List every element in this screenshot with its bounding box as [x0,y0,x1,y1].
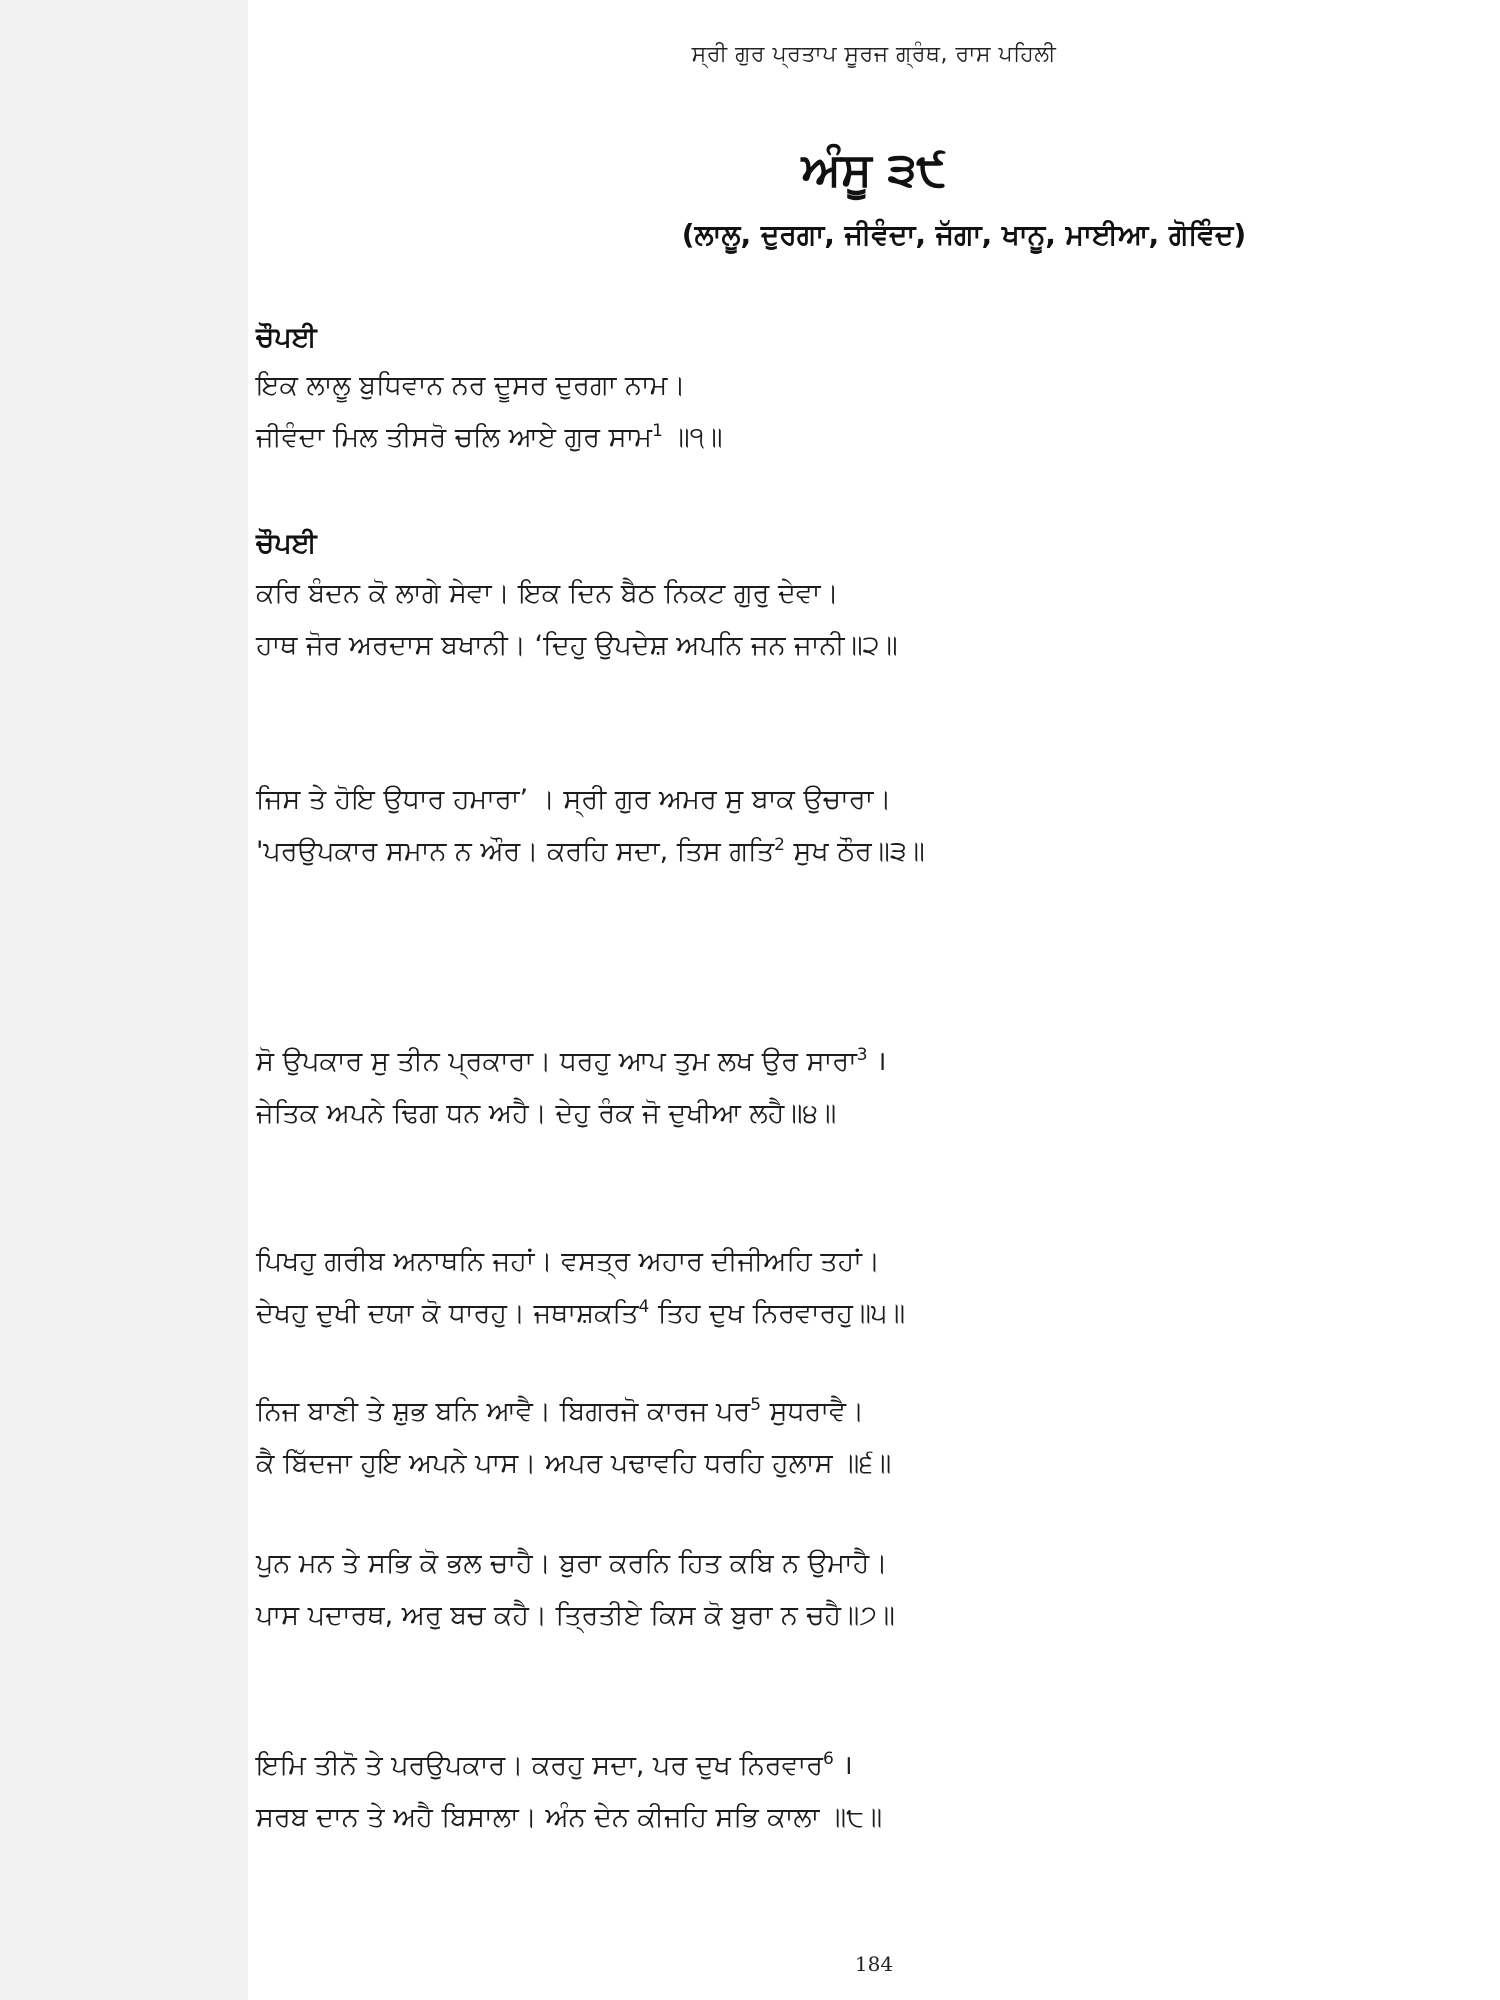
footnote-marker: 6 [823,1749,834,1769]
verse-line [256,412,1256,464]
verse-text: ਜਿਸ ਤੇ ਹੋਇ ਉਧਾਰ ਹਮਾਰਾ’ । ਸ੍ਰੀ ਗੁਰ ਅਮਰ ਸੁ ਬਾਕ ਉਚਾਰਾ। [256,784,892,815]
verse-text: ਨਿਜ ਬਾਣੀ ਤੇ ਸ਼ੁਭ ਬਨਿ ਆਵੈ। ਬਿਗਰਜੋ ਕਾਰਜ ਪਰ [256,1396,751,1427]
verse-text: ਹਾਥ ਜੋਰ ਅਰਦਾਸ ਬਖਾਨੀ। ‘ਦਿਹੁ ਉਪਦੇਸ਼ ਅਪਨਿ ਜਨ ਜਾਨੀ॥੨॥ [256,630,898,661]
verse-text: ਜੇਤਿਕ ਅਪਨੇ ਢਿਗ ਧਨ ਅਹੈ। ਦੇਹੁ ਰੰਕ ਜੋ ਦੁਖੀਆ ਲਹੈ॥੪॥ [256,1098,837,1129]
section-heading: ਚੌਪਈ [256,528,317,559]
verse-text: ਜੀਵੰਦਾ ਮਿਲ ਤੀਸਰੋ ਚਲਿ ਆਏ ਗੁਰ ਸਾਮ [256,422,653,453]
verse-line [256,1386,1256,1438]
verse-tail: ਤਿਹ ਦੁਖ ਨਿਰਵਾਰਹੁ॥੫॥ [649,1298,906,1329]
footnote-marker: 4 [638,1297,650,1317]
verse-1 [256,360,1256,464]
running-header: ਸ੍ਰੀ ਗੁਰ ਪ੍ਰਤਾਪ ਸੂਰਜ ਗ੍ਰੰਥ, ਰਾਸ ਪਹਿਲੀ [691,42,1057,67]
footnote-marker: 5 [750,1395,762,1415]
verse-2 [256,568,1256,672]
verse-8 [256,1740,1256,1844]
verse-tail: । [867,1046,887,1077]
verse-text: ਇਮਿ ਤੀਨੋ ਤੇ ਪਰਉਪਕਾਰ। ਕਰਹੁ ਸਦਾ, ਪਰ ਦੁਖ ਨਿਰਵਾਰ [256,1750,824,1781]
verse-6 [256,1386,1256,1490]
verse-line [256,1792,1256,1844]
verse-line [256,1288,1256,1340]
verse-text: ਕਰਿ ਬੰਦਨ ਕੋ ਲਾਗੇ ਸੇਵਾ। ਇਕ ਦਿਨ ਬੈਠ ਨਿਕਟ ਗੁਰੁ ਦੇਵਾ। [256,578,839,609]
verse-text: ਪਿਖਹੁ ਗਰੀਬ ਅਨਾਥਨਿ ਜਹਾਂ। ਵਸਤ੍ਰ ਅਹਾਰ ਦੀਜੀਅਹਿ ਤਹਾਂ। [256,1246,881,1277]
verse-3 [256,774,1256,878]
verse-text: ਕੈ ਬਿੱਦਜਾ ਹੁਇ ਅਪਨੇ ਪਾਸ। ਅਪਰ ਪਢਾਵਹਿ ਧਰਹਿ ਹੁਲਾਸ ॥੬॥ [256,1448,892,1479]
verse-tail: । [833,1750,853,1781]
verse-line [256,620,1256,672]
verse-text: ਇਕ ਲਾਲੂ ਬੁਧਿਵਾਨ ਨਰ ਦੂਸਰ ਦੁਰਗਾ ਨਾਮ। [256,370,686,401]
verse-7 [256,1538,1256,1642]
verse-text: 'ਪਰਉਪਕਾਰ ਸਮਾਨ ਨ ਔਰ। ਕਰਹਿ ਸਦਾ, ਤਿਸ ਗਤਿ [256,836,775,867]
verse-line [256,1590,1256,1642]
verse-line [256,360,1256,412]
section-heading: ਚੌਪਈ [256,322,317,353]
verse-line [256,1438,1256,1490]
verse-tail: ਸੁਖ ਠੌਰ॥੩॥ [784,836,925,867]
verse-text: ਪਾਸ ਪਦਾਰਥ, ਅਰੁ ਬਚ ਕਹੈ। ਤ੍ਰਿਤੀਏ ਕਿਸ ਕੋ ਬੁਰਾ ਨ ਚਹੈ॥੭॥ [256,1600,895,1631]
book-page [248,0,1500,2000]
verse-line [256,1538,1256,1590]
footnote-marker: 2 [774,835,785,855]
page-number: 184 [854,1952,894,1976]
chapter-subtitle: (ਲਾਲੂ, ਦੁਰਗਾ, ਜੀਵੰਦਾ, ਜੱਗਾ, ਖਾਨੂ, ਮਾਈਆ, ਗੋਵਿੰਦ) [681,218,1247,251]
verse-text: ਪੁਨ ਮਨ ਤੇ ਸਭਿ ਕੋ ਭਲ ਚਾਹੈ। ਬੁਰਾ ਕਰਨਿ ਹਿਤ ਕਬਿ ਨ ਉਮਾਹੈ। [256,1548,888,1579]
verse-text: ਸਰਬ ਦਾਨ ਤੇ ਅਹੈ ਬਿਸਾਲਾ। ਅੰਨ ਦੇਨ ਕੀਜਹਿ ਸਭਿ ਕਾਲਾ ॥੮॥ [256,1802,883,1833]
footnote-marker: 1 [652,421,663,441]
verse-line [256,1088,1256,1140]
verse-line [256,826,1256,878]
verse-line [256,1740,1256,1792]
verse-5 [256,1236,1256,1340]
verse-text: ਸੋ ਉਪਕਾਰ ਸੁ ਤੀਨ ਪ੍ਰਕਾਰਾ। ਧਰਹੁ ਆਪ ਤੁਮ ਲਖ ਉਰ ਸਾਰਾ [256,1046,857,1077]
verse-tail: ॥੧॥ [662,422,723,453]
verse-text: ਦੇਖਹੁ ਦੁਖੀ ਦਯਾ ਕੋ ਧਾਰਹੁ। ਜਥਾਸ਼ਕਤਿ [256,1298,639,1329]
verse-line [256,1036,1256,1088]
verse-line [256,774,1256,826]
footnote-marker: 3 [856,1045,868,1065]
chapter-title: ਅੰਸੂ ੩੯ [801,142,947,196]
verse-line [256,1236,1256,1288]
verse-tail: ਸੁਧਰਾਵੈ। [761,1396,865,1427]
verse-4 [256,1036,1256,1140]
verse-line [256,568,1256,620]
